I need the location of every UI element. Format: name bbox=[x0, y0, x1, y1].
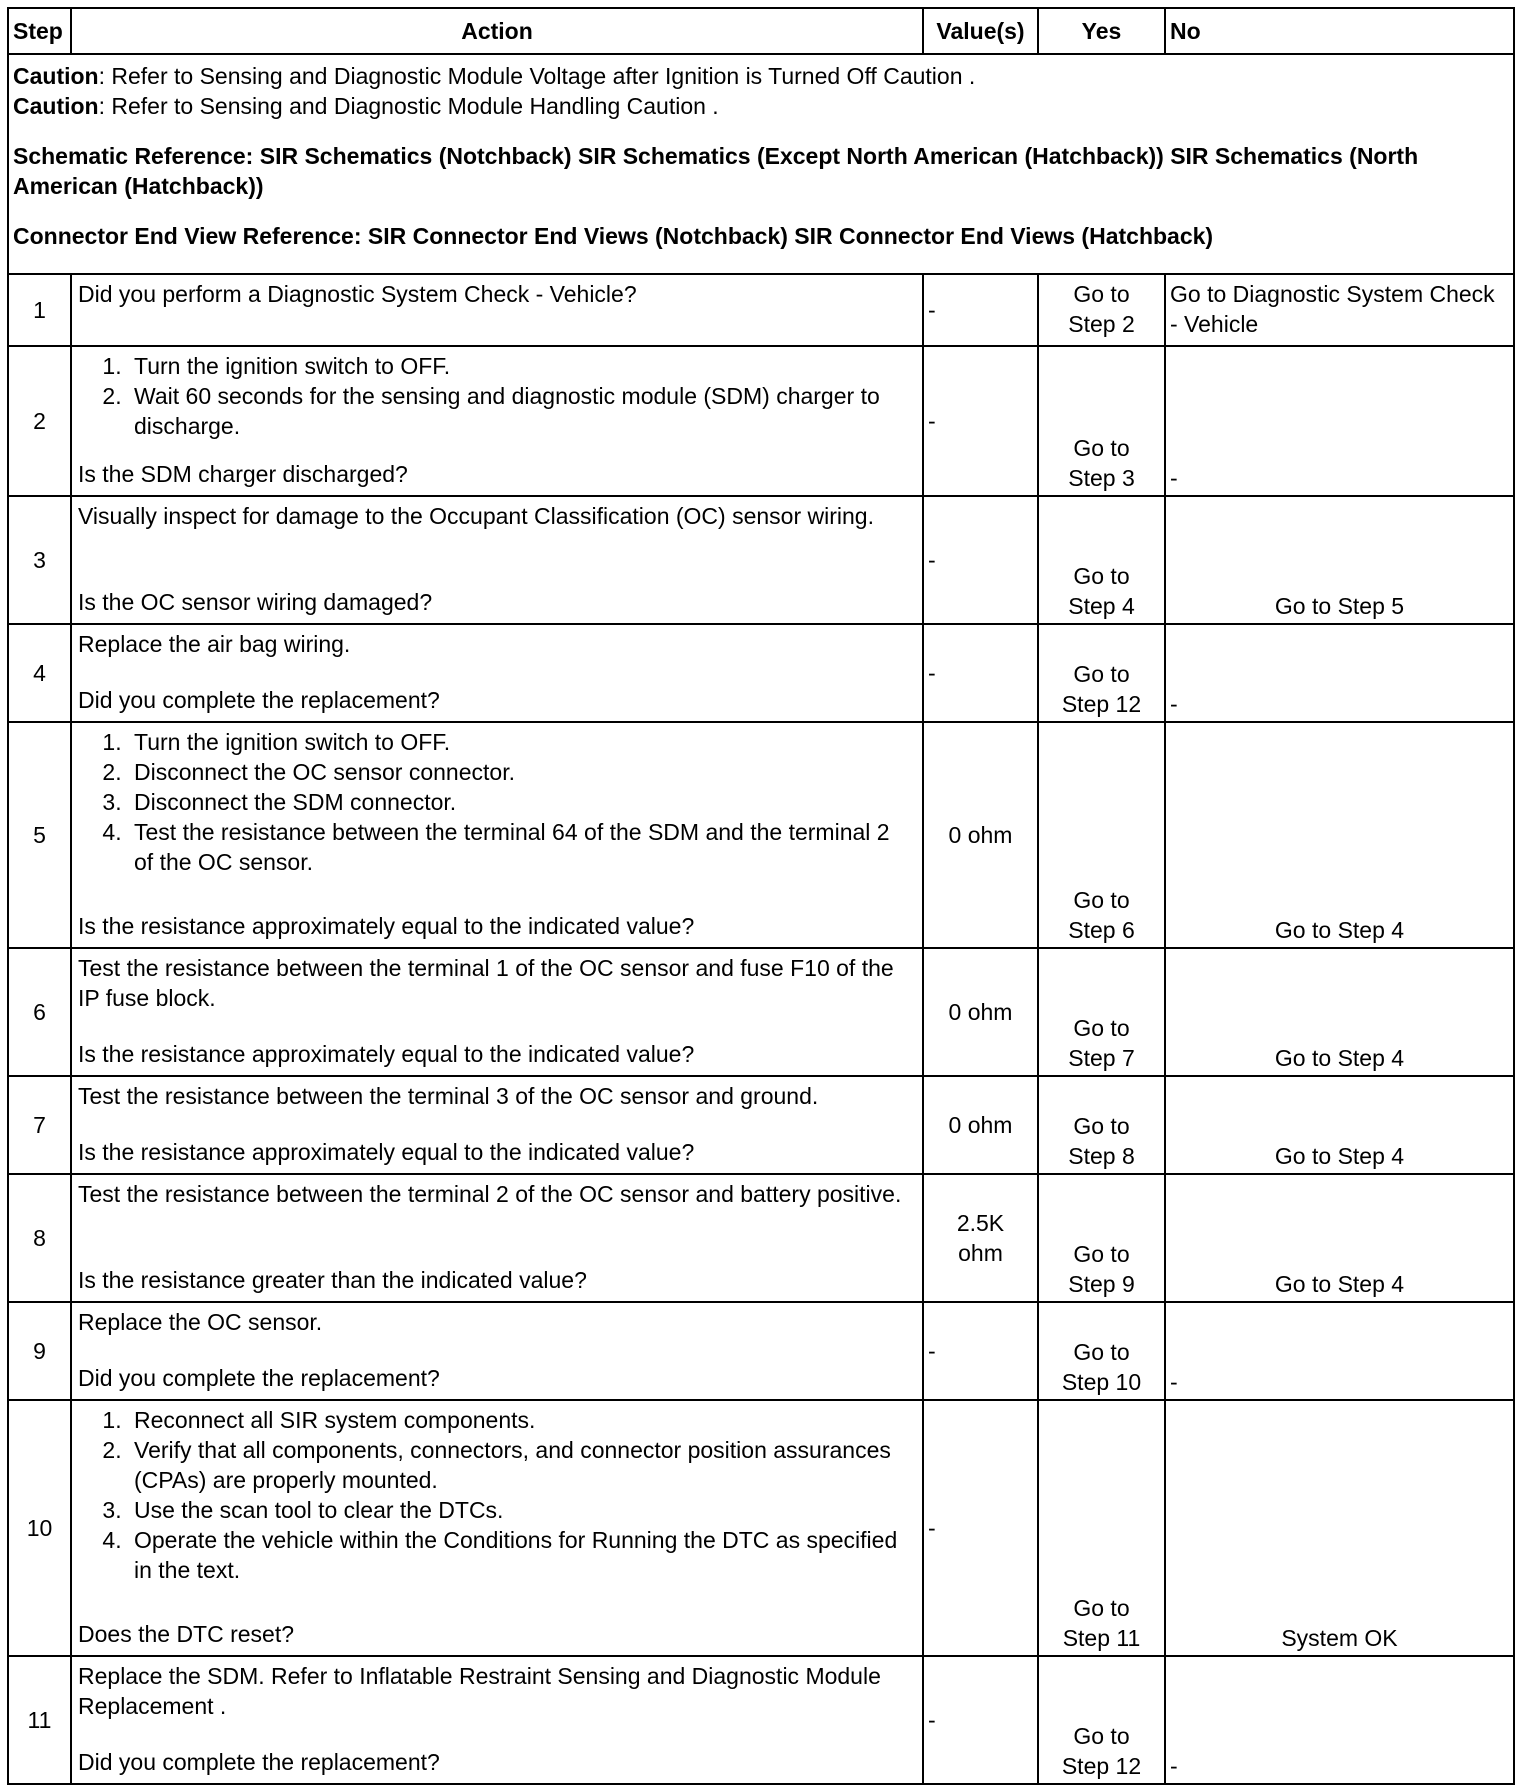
yes-cell bbox=[1038, 1656, 1165, 1784]
step-number: 11 bbox=[8, 1656, 71, 1784]
yes-text: Go to bbox=[1073, 1015, 1130, 1041]
value-cell: - bbox=[923, 1656, 1038, 1784]
yes-cell bbox=[1038, 496, 1165, 624]
yes-text: Go to bbox=[1073, 887, 1130, 913]
action-text: Replace the SDM. Refer to Inflatable Restraint Sensing and Diagnostic Module Replacement . bbox=[78, 1663, 881, 1719]
header-step: Step bbox=[8, 8, 71, 54]
yes-text: Step 6 bbox=[1068, 917, 1135, 943]
yes-text: Go to bbox=[1073, 281, 1130, 307]
no-cell: - bbox=[1165, 346, 1514, 496]
value-cell: - bbox=[923, 624, 1038, 722]
action-question: Is the SDM charger discharged? bbox=[78, 461, 408, 487]
action-list-item: 2. Disconnect the OC sensor connector. bbox=[128, 757, 914, 787]
value-cell: - bbox=[923, 496, 1038, 624]
yes-text: Go to bbox=[1073, 1595, 1130, 1621]
action-text: Visually inspect for damage to the Occupant Classification (OC) sensor wiring. bbox=[78, 503, 874, 529]
action-question: Does the DTC reset? bbox=[78, 1621, 295, 1647]
table-row bbox=[8, 1076, 1514, 1174]
action-cell bbox=[71, 274, 923, 346]
value-cell: - bbox=[923, 1302, 1038, 1400]
action-question: Is the resistance approximately equal to the indicated value? bbox=[78, 1139, 695, 1165]
yes-text: Step 11 bbox=[1062, 1625, 1141, 1651]
step-number: 8 bbox=[8, 1174, 71, 1302]
action-cell bbox=[71, 948, 923, 1076]
yes-text: Go to bbox=[1073, 563, 1130, 589]
yes-text: Step 12 bbox=[1061, 691, 1142, 717]
step-number: 2 bbox=[8, 346, 71, 496]
action-text: Did you perform a Diagnostic System Check - Vehicle? bbox=[78, 281, 637, 307]
step-number: 1 bbox=[8, 274, 71, 346]
action-question: Is the OC sensor wiring damaged? bbox=[78, 589, 433, 615]
table-row bbox=[8, 948, 1514, 1076]
table-row bbox=[8, 274, 1514, 346]
yes-text: Step 10 bbox=[1061, 1369, 1142, 1395]
caution-label: Caution bbox=[13, 93, 99, 119]
action-text: Replace the OC sensor. bbox=[78, 1309, 323, 1335]
caution-line bbox=[13, 61, 1507, 91]
step-number: 7 bbox=[8, 1076, 71, 1174]
action-cell bbox=[71, 1656, 923, 1784]
schematic-reference: Schematic Reference: SIR Schematics (Notchback) SIR Schematics (Except North American (Hatchback)) SIR Schematics (North American (Hatchback)) bbox=[13, 143, 1419, 199]
action-list-item: 1. Turn the ignition switch to OFF. bbox=[128, 351, 914, 381]
no-cell: Go to Step 4 bbox=[1165, 948, 1514, 1076]
yes-cell bbox=[1038, 948, 1165, 1076]
action-text: Replace the air bag wiring. bbox=[78, 631, 351, 657]
caution-text: : Refer to Sensing and Diagnostic Module Handling Caution . bbox=[98, 93, 719, 119]
step-number: 10 bbox=[8, 1400, 71, 1656]
header-no: No bbox=[1165, 8, 1514, 54]
action-text: Test the resistance between the terminal 1 of the OC sensor and fuse F10 of the IP fuse block. bbox=[78, 955, 894, 1011]
yes-text: Go to bbox=[1073, 1241, 1130, 1267]
action-cell bbox=[71, 722, 923, 948]
step-number: 4 bbox=[8, 624, 71, 722]
yes-text: Go to bbox=[1073, 1339, 1130, 1365]
yes-text: Go to bbox=[1073, 661, 1130, 687]
table-row bbox=[8, 1656, 1514, 1784]
no-cell: Go to Step 5 bbox=[1165, 496, 1514, 624]
yes-text: Step 2 bbox=[1068, 311, 1135, 337]
connector-reference: Connector End View Reference: SIR Connector End Views (Notchback) SIR Connector End Views (Hatchback) bbox=[13, 223, 1214, 249]
action-text: Test the resistance between the terminal 2 of the OC sensor and battery positive. bbox=[78, 1181, 902, 1207]
value-cell: 0 ohm bbox=[923, 948, 1038, 1076]
action-list bbox=[78, 1405, 914, 1585]
action-list-item: 2. Wait 60 seconds for the sensing and diagnostic module (SDM) charger to discharge. bbox=[128, 381, 914, 441]
table-row bbox=[8, 1400, 1514, 1656]
yes-cell bbox=[1038, 274, 1165, 346]
value-cell: - bbox=[923, 346, 1038, 496]
action-cell bbox=[71, 624, 923, 722]
action-list bbox=[78, 351, 914, 441]
action-cell bbox=[71, 1302, 923, 1400]
step-number: 6 bbox=[8, 948, 71, 1076]
action-text: Test the resistance between the terminal 3 of the OC sensor and ground. bbox=[78, 1083, 819, 1109]
action-question: Did you complete the replacement? bbox=[78, 1749, 440, 1775]
value-cell: 0 ohm bbox=[923, 722, 1038, 948]
yes-text: Step 4 bbox=[1068, 593, 1135, 619]
yes-text: Go to bbox=[1073, 1723, 1130, 1749]
no-cell: System OK bbox=[1165, 1400, 1514, 1656]
yes-text: Step 3 bbox=[1068, 465, 1135, 491]
action-list-item: 3. Use the scan tool to clear the DTCs. bbox=[128, 1495, 914, 1525]
header-action: Action bbox=[71, 8, 923, 54]
header-row bbox=[8, 8, 1514, 54]
diagnostic-table bbox=[7, 7, 1515, 1785]
action-list-item: 3. Disconnect the SDM connector. bbox=[128, 787, 914, 817]
step-number: 3 bbox=[8, 496, 71, 624]
table-row bbox=[8, 624, 1514, 722]
yes-text: Step 7 bbox=[1068, 1045, 1135, 1071]
caution-text: : Refer to Sensing and Diagnostic Module Voltage after Ignition is Turned Off Caution . bbox=[98, 63, 976, 89]
action-question: Is the resistance approximately equal to the indicated value? bbox=[78, 913, 695, 939]
table-row bbox=[8, 722, 1514, 948]
yes-cell bbox=[1038, 624, 1165, 722]
caution-label: Caution bbox=[13, 63, 99, 89]
step-number: 9 bbox=[8, 1302, 71, 1400]
action-cell bbox=[71, 1174, 923, 1302]
info-row bbox=[8, 54, 1514, 274]
action-cell bbox=[71, 346, 923, 496]
yes-cell bbox=[1038, 346, 1165, 496]
action-question: Is the resistance approximately equal to the indicated value? bbox=[78, 1041, 695, 1067]
yes-text: Step 8 bbox=[1068, 1143, 1135, 1169]
table-row bbox=[8, 1302, 1514, 1400]
action-cell bbox=[71, 1076, 923, 1174]
header-values: Value(s) bbox=[923, 8, 1038, 54]
yes-cell bbox=[1038, 1400, 1165, 1656]
action-list-item: 4. Test the resistance between the terminal 64 of the SDM and the terminal 2 of the OC sensor. bbox=[128, 817, 914, 877]
action-list-item: 2. Verify that all components, connectors, and connector position assurances (CPAs) are properly mounted. bbox=[128, 1435, 914, 1495]
header-yes: Yes bbox=[1038, 8, 1165, 54]
table-row bbox=[8, 496, 1514, 624]
info-cell bbox=[8, 54, 1514, 274]
no-cell: Go to Step 4 bbox=[1165, 722, 1514, 948]
no-cell: Go to Step 4 bbox=[1165, 1174, 1514, 1302]
action-cell bbox=[71, 1400, 923, 1656]
action-list-item: 1. Reconnect all SIR system components. bbox=[128, 1405, 914, 1435]
yes-text: Go to bbox=[1073, 1113, 1130, 1139]
value-cell: - bbox=[923, 1400, 1038, 1656]
yes-cell bbox=[1038, 1076, 1165, 1174]
no-cell: - bbox=[1165, 624, 1514, 722]
no-cell: - bbox=[1165, 1302, 1514, 1400]
step-number: 5 bbox=[8, 722, 71, 948]
action-question: Did you complete the replacement? bbox=[78, 1365, 440, 1391]
yes-text: Step 9 bbox=[1068, 1271, 1135, 1297]
yes-cell bbox=[1038, 722, 1165, 948]
caution-line bbox=[13, 91, 1507, 121]
value-cell: - bbox=[923, 274, 1038, 346]
action-list bbox=[78, 727, 914, 877]
no-cell: - bbox=[1165, 1656, 1514, 1784]
action-cell bbox=[71, 496, 923, 624]
value-cell: 2.5K ohm bbox=[923, 1174, 1038, 1302]
value-cell: 0 ohm bbox=[923, 1076, 1038, 1174]
yes-text: Go to bbox=[1073, 435, 1130, 461]
yes-text: Step 12 bbox=[1061, 1753, 1142, 1779]
action-list-item: 1. Turn the ignition switch to OFF. bbox=[128, 727, 914, 757]
yes-cell bbox=[1038, 1302, 1165, 1400]
table-row bbox=[8, 346, 1514, 496]
no-cell: Go to Diagnostic System Check - Vehicle bbox=[1165, 274, 1514, 346]
action-list-item: 4. Operate the vehicle within the Conditions for Running the DTC as specified in the text. bbox=[128, 1525, 914, 1585]
no-cell: Go to Step 4 bbox=[1165, 1076, 1514, 1174]
yes-cell bbox=[1038, 1174, 1165, 1302]
table-row bbox=[8, 1174, 1514, 1302]
action-question: Is the resistance greater than the indicated value? bbox=[78, 1267, 587, 1293]
action-question: Did you complete the replacement? bbox=[78, 687, 440, 713]
